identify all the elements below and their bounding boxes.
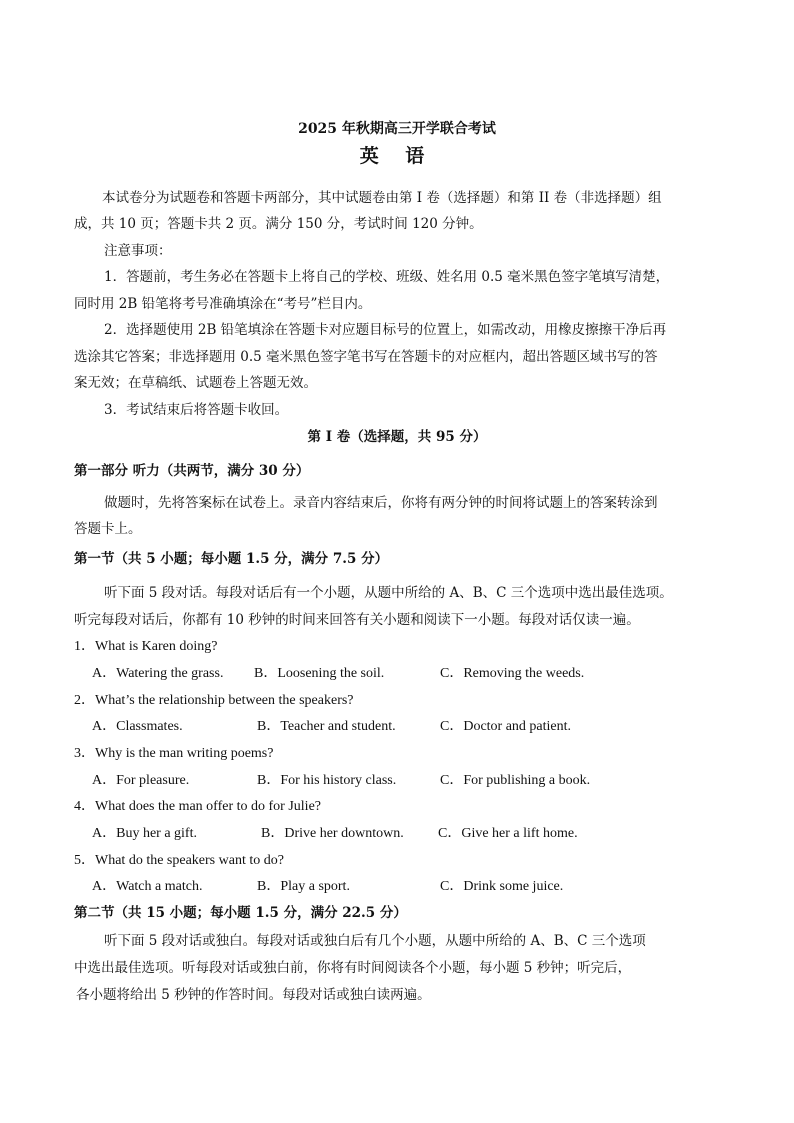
part1-heading: 第一部分 听力（共两节，满分 30 分）	[74, 463, 310, 479]
note-2-cont: 选涂其它答案；非选择题用 0.5 毫米黑色签字笔书写在答题卡的对应框内，超出答题区域书写的答	[74, 349, 658, 365]
option-a: A．Watch a match.	[92, 879, 203, 894]
option-b: B．For his history class.	[257, 773, 397, 788]
section2-desc-cont: 中选出最佳选项。听每段对话或独白前，你将有时间阅读各个小题，每小题 5 秒钟；听完后，	[74, 960, 632, 976]
notes-heading: 注意事项：	[104, 243, 172, 259]
section1-desc-cont: 听完每段对话后，你都有 10 秒钟的时间来回答有关小题和阅读下一小题。每段对话仅读一遍。	[74, 612, 640, 628]
option-c: C．Doctor and patient.	[440, 719, 572, 734]
section2-heading: 第二节（共 15 小题；每小题 1.5 分，满分 22.5 分）	[74, 905, 407, 921]
option-a: A．Watering the grass.	[92, 666, 224, 681]
section1-heading: 第一节（共 5 小题；每小题 1.5 分，满分 7.5 分）	[74, 551, 389, 567]
option-a: A．Buy her a gift.	[92, 826, 197, 841]
intro-line: 本试卷分为试题卷和答题卡两部分，其中试题卷由第 I 卷（选择题）和第 II 卷（非选择题）组	[102, 190, 662, 206]
option-b: B．Teacher and student.	[257, 719, 396, 734]
option-c: C．Drink some juice.	[440, 879, 564, 894]
question-stem: 1．What is Karen doing?	[74, 639, 218, 654]
option-b: B．Drive her downtown.	[261, 826, 404, 841]
question-stem: 3．Why is the man writing poems?	[74, 746, 274, 761]
note-2-cont: 案无效；在草稿纸、试题卷上答题无效。	[74, 375, 317, 391]
question-stem: 2．What’s the relationship between the speakers?	[74, 693, 354, 708]
question-stem: 4．What does the man offer to do for Julie?	[74, 799, 322, 814]
intro-line: 成，共 10 页；答题卡共 2 页。满分 150 分，考试时间 120 分钟。	[74, 216, 483, 232]
part1-desc-cont: 答题卡上。	[74, 521, 142, 537]
option-b: B．Play a sport.	[257, 879, 350, 894]
option-c: C．For publishing a book.	[440, 773, 591, 788]
part1-desc: 做题时，先将答案标在试卷上。录音内容结束后，你将有两分钟的时间将试题上的答案转涂到	[104, 495, 658, 511]
exam-title: 2025 年秋期高三开学联合考试	[298, 121, 496, 137]
note-1: 1．答题前，考生务必在答题卡上将自己的学校、班级、姓名用 0.5 毫米黑色签字笔填写清楚，	[104, 269, 670, 285]
section2-desc: 听下面 5 段对话或独白。每段对话或独白后有几个小题，从题中所给的 A、B、C 三个选项	[104, 933, 646, 949]
subject-title: 英 语	[359, 145, 435, 167]
option-c: C．Give her a lift home.	[438, 826, 578, 841]
section1-desc: 听下面 5 段对话。每段对话后有一个小题，从题中所给的 A、B、C 三个选项中选出最佳选项。	[104, 585, 673, 601]
question-stem: 5．What do the speakers want to do?	[74, 853, 284, 868]
note-3: 3．考试结束后将答题卡收回。	[104, 402, 289, 418]
option-a: A．For pleasure.	[92, 773, 190, 788]
volume-heading: 第 I 卷（选择题，共 95 分）	[307, 429, 487, 445]
section2-desc-cont: 各小题将给出 5 秒钟的作答时间。每段对话或独白读两遍。	[76, 987, 431, 1003]
note-2: 2．选择题使用 2B 铅笔填涂在答题卡对应题目标号的位置上，如需改动，用橡皮擦擦干净后再	[104, 322, 667, 338]
option-a: A．Classmates.	[92, 719, 183, 734]
option-c: C．Removing the weeds.	[440, 666, 585, 681]
option-b: B．Loosening the soil.	[254, 666, 385, 681]
note-1-cont: 同时用 2B 铅笔将考号准确填涂在“考号”栏目内。	[74, 296, 372, 312]
